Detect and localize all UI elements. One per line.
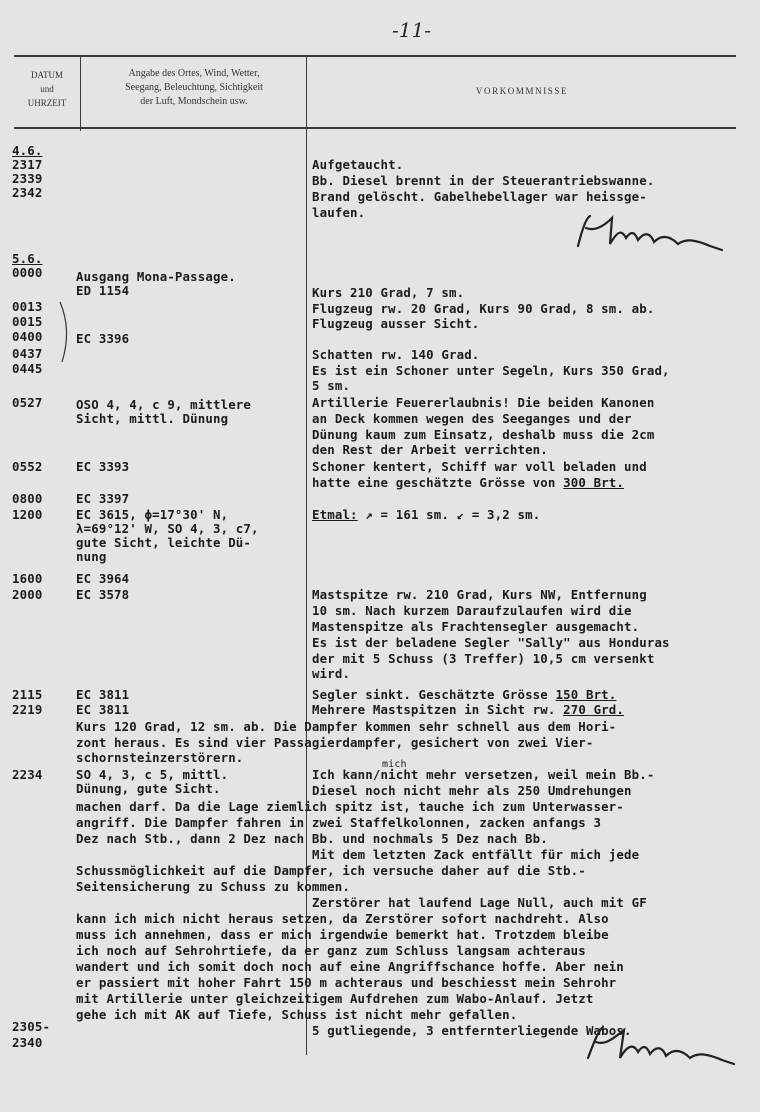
time-entry: 0527: [12, 395, 43, 410]
event-text: Mehrere Mastspitzen in Sicht rw.: [312, 702, 564, 717]
time-entry: 2339: [12, 171, 43, 186]
event-line-wide: angriff. Die Dampfer fahren in zwei Staffelkolonnen, zacken anfangs 3: [76, 815, 602, 830]
time-entry: 2234: [12, 767, 43, 782]
event-line: Schoner kentert, Schiff war voll beladen und: [312, 459, 647, 474]
event-line: Bb. Diesel brennt in der Steuerantriebswanne.: [312, 173, 655, 188]
header-bottom-rule: [14, 127, 736, 129]
location-entry: ED 1154: [76, 283, 130, 298]
event-line-wide: Schussmöglichkeit auf die Dampfer, ich versuche daher auf die Stb.-: [76, 863, 586, 878]
location-entry: Sicht, mittl. Dünung: [76, 411, 229, 426]
event-line-wide: ich noch auf Sehrohrtiefe, da er ganz zum Schluss langsam achteraus: [76, 943, 586, 958]
header-and: und: [40, 84, 54, 94]
location-entry: EC 3396: [76, 331, 130, 346]
event-line: Ich kann/nicht mehr versetzen, weil mein Bb.-: [312, 767, 655, 782]
commander-signature-2: [580, 1020, 740, 1072]
event-line: Mastspitze rw. 210 Grad, Kurs NW, Entfernung: [312, 587, 647, 602]
time-entry: 0445: [12, 361, 43, 376]
event-line: Schatten rw. 140 Grad.: [312, 347, 480, 362]
column-divider-1: [80, 55, 81, 131]
event-line: wird.: [312, 666, 351, 681]
header-location-line1: Angabe des Ortes, Wind, Wetter,: [128, 68, 260, 79]
event-line: [312, 703, 624, 717]
date-entry: 4.6.: [12, 143, 43, 158]
event-line: Brand gelöscht. Gabelhebellager war heissge-: [312, 189, 647, 204]
event-line-wide: Seitensicherung zu Schuss zu kommen.: [76, 879, 350, 894]
insertion-mark: mich: [382, 759, 407, 770]
event-line: den Rest der Arbeit verrichten.: [312, 442, 548, 457]
header-location-line3: der Luft, Mondschein usw.: [140, 96, 248, 107]
page-number: -11-: [392, 18, 431, 42]
event-text: hatte eine geschätzte Grösse von: [312, 475, 564, 490]
time-entry: 0013: [12, 299, 43, 314]
event-line: [312, 508, 540, 522]
event-line: Es ist ein Schoner unter Segeln, Kurs 350 Grad,: [312, 363, 670, 378]
time-entry: 2219: [12, 702, 43, 717]
event-line: Mastenspitze als Frachtensegler ausgemacht.: [312, 619, 640, 634]
event-line-wide: Kurs 120 Grad, 12 sm. ab. Die Dampfer kommen sehr schnell aus dem Hori-: [76, 719, 617, 734]
event-line-wide: wandert und ich somit doch noch auf eine Angriffschance hoffe. Aber nein: [76, 959, 624, 974]
location-entry: gute Sicht, leichte Dü-: [76, 535, 252, 550]
time-entry: 0015: [12, 314, 43, 329]
event-line: Zerstörer hat laufend Lage Null, auch mit GF: [312, 895, 647, 910]
event-line: Dünung kaum zum Einsatz, deshalb muss die 2cm: [312, 427, 655, 442]
event-line: Diesel noch nicht mehr als 250 Umdrehungen: [312, 783, 632, 798]
time-entry: 0437: [12, 346, 43, 361]
time-entry: 2317: [12, 157, 43, 172]
time-entry: 2340: [12, 1035, 43, 1050]
time-entry: 1600: [12, 571, 43, 586]
header-date: DATUM: [30, 70, 63, 80]
event-line: Flugzeug ausser Sicht.: [312, 316, 480, 331]
event-line: [312, 476, 624, 490]
event-line: der mit 5 Schuss (3 Treffer) 10,5 cm versenkt: [312, 651, 655, 666]
event-line-wide: muss ich annehmen, dass er mich irgendwie bemerkt hat. Trotzdem bleibe: [76, 927, 609, 942]
time-entry: 2305-: [12, 1019, 51, 1034]
column-divider-2: [306, 55, 307, 1055]
event-line-wide: Dez nach Stb., dann 2 Dez nach Bb. und nochmals 5 Dez nach Bb.: [76, 831, 548, 846]
location-entry: EC 3811: [76, 702, 130, 717]
location-entry: λ=69°12' W, SO 4, 3, c7,: [76, 521, 259, 536]
event-line: Artillerie Feuererlaubnis! Die beiden Kanonen: [312, 395, 655, 410]
time-entry: 0552: [12, 459, 43, 474]
header-date-time: [14, 68, 80, 110]
event-line-wide: zont heraus. Es sind vier Passagierdampfer, gesichert von zwei Vier-: [76, 735, 594, 750]
header-events: VORKOMMNISSE: [475, 86, 569, 96]
time-entry: 0000: [12, 265, 43, 280]
event-line: Kurs 210 Grad, 7 sm.: [312, 285, 465, 300]
bearing-value: 270 Grd.: [563, 702, 625, 717]
location-entry: SO 4, 3, c 5, mittl.: [76, 767, 229, 782]
commander-signature-1: [572, 210, 732, 256]
time-entry: 1200: [12, 507, 43, 522]
etmal-label: Etmal:: [312, 507, 358, 522]
event-line: Aufgetaucht.: [312, 157, 404, 172]
location-entry: nung: [76, 549, 107, 564]
location-entry: EC 3397: [76, 491, 130, 506]
event-line-wide: gehe ich mit AK auf Tiefe, Schuss ist nicht mehr gefallen.: [76, 1007, 518, 1022]
date-entry: 5.6.: [12, 251, 43, 266]
header-location-line2: Seegang, Beleuchtung, Sichtigkeit: [125, 82, 263, 93]
event-line: Flugzeug rw. 20 Grad, Kurs 90 Grad, 8 sm. ab.: [312, 301, 655, 316]
event-line: 10 sm. Nach kurzem Daraufzulaufen wird die: [312, 603, 632, 618]
time-entry: 0800: [12, 491, 43, 506]
header-location-weather: [82, 67, 306, 109]
etmal-values: ↗ = 161 sm. ↙ = 3,2 sm.: [357, 507, 541, 522]
location-entry: Ausgang Mona-Passage.: [76, 269, 236, 284]
tonnage-value: 150 Brt.: [555, 687, 617, 702]
event-line-wide: kann ich mich nicht heraus setzen, da Zerstörer sofort nachdreht. Also: [76, 911, 609, 926]
location-entry: EC 3578: [76, 587, 130, 602]
location-entry: EC 3393: [76, 459, 130, 474]
event-line-wide: er passiert mit hoher Fahrt 150 m achteraus und beschiesst mein Sehrohr: [76, 975, 617, 990]
event-line: an Deck kommen wegen des Seeganges und der: [312, 411, 632, 426]
location-entry: OSO 4, 4, c 9, mittlere: [76, 397, 252, 412]
event-line: 5 gutliegende, 3 entfernterliegende Wabos.: [312, 1023, 632, 1038]
header-top-rule: [14, 55, 736, 57]
event-line-wide: schornsteinzerstörern.: [76, 750, 244, 765]
event-line: laufen.: [312, 205, 366, 220]
location-entry: EC 3811: [76, 687, 130, 702]
event-line: Es ist der beladene Segler "Sally" aus Honduras: [312, 635, 670, 650]
event-text: Segler sinkt. Geschätzte Grösse: [312, 687, 556, 702]
event-line-wide: machen darf. Da die Lage ziemlich spitz ist, tauche ich zum Unterwasser-: [76, 799, 624, 814]
time-entry: 2115: [12, 687, 43, 702]
header-time: UHRZEIT: [27, 98, 67, 108]
bracket-mark: [56, 300, 76, 364]
event-line-wide: mit Artillerie unter gleichzeitigem Aufdrehen zum Wabo-Anlauf. Jetzt: [76, 991, 594, 1006]
location-entry: EC 3964: [76, 571, 130, 586]
time-entry: 2342: [12, 185, 43, 200]
event-line: [312, 688, 616, 702]
tonnage-value: 300 Brt.: [563, 475, 625, 490]
location-entry: EC 3615, ϕ=17°30' N,: [76, 507, 229, 522]
time-entry: 0400: [12, 329, 43, 344]
event-line: Mit dem letzten Zack entfällt für mich jede: [312, 847, 640, 862]
time-entry: 2000: [12, 587, 43, 602]
event-line: 5 sm.: [312, 378, 351, 393]
location-entry: Dünung, gute Sicht.: [76, 781, 221, 796]
